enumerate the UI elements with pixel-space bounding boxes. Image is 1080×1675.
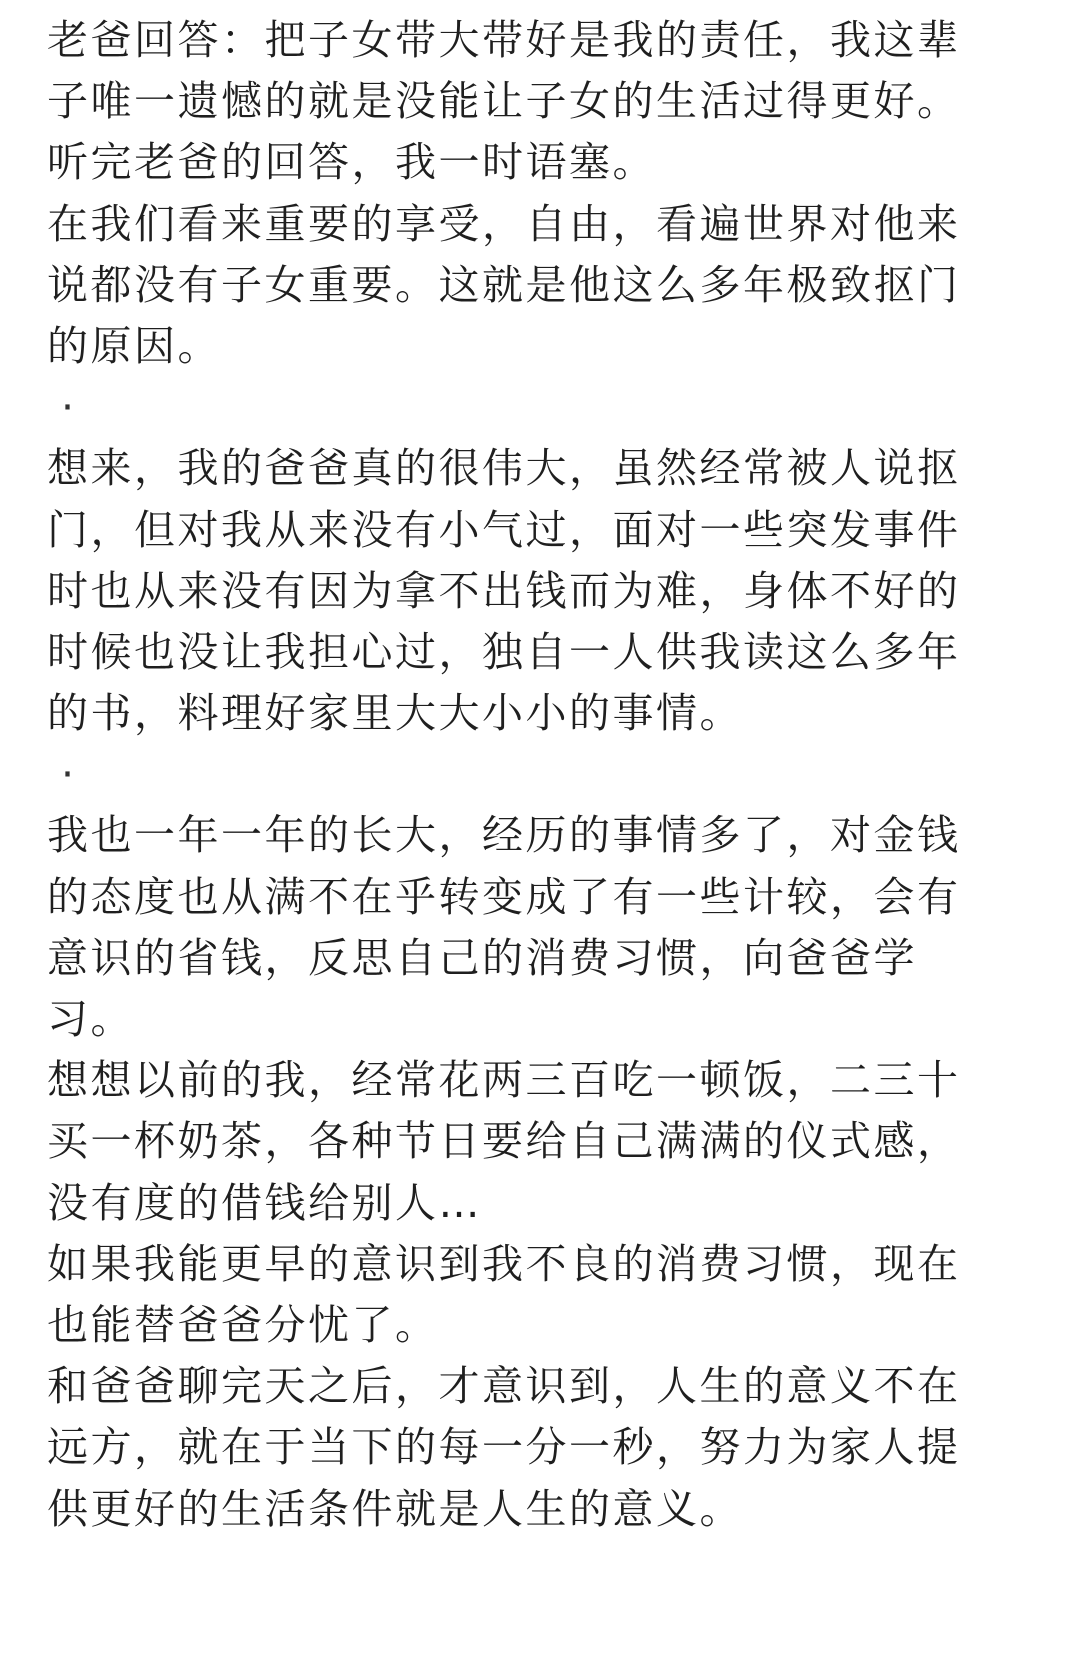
paragraph-reason <box>47 194 1047 378</box>
text-line: 没有度的借钱给别人… <box>47 1178 482 1227</box>
text-line: 子唯一遗憾的就是没能让子女的生活过得更好。 <box>47 77 961 126</box>
paragraph-regret <box>47 1234 1047 1356</box>
text-line: 时候也没让我担心过，独自一人供我读这么多年 <box>47 627 961 676</box>
text-line: 远方，就在于当下的每一分一秒，努力为家人提 <box>47 1423 961 1472</box>
text-line: 也能替爸爸分忧了。 <box>47 1300 439 1349</box>
text-line: 说都没有子女重要。这就是他这么多年极致抠门 <box>47 260 961 309</box>
paragraph-speechless <box>47 132 1047 193</box>
article-body <box>47 10 1047 1540</box>
text-line: 买一杯奶茶，各种节日要给自己满满的仪式感， <box>47 1117 961 1166</box>
dot-separator: · <box>61 383 77 432</box>
text-line: 意识的省钱，反思自己的消费习惯，向爸爸学 <box>47 933 917 982</box>
text-line: 的书，料理好家里大大小小的事情。 <box>47 689 743 738</box>
text-line: 门，但对我从来没有小气过，面对一些突发事件 <box>47 505 961 554</box>
text-line: 的原因。 <box>47 321 221 370</box>
text-line: 听完老爸的回答，我一时语塞。 <box>47 138 656 187</box>
paragraph-growing-up <box>47 805 1047 1050</box>
paragraph-dad-answer <box>47 10 1047 132</box>
text-line: 想想以前的我，经常花两三百吃一顿饭，二三十 <box>47 1056 961 1105</box>
text-line: 供更好的生活条件就是人生的意义。 <box>47 1484 743 1533</box>
text-line: 习。 <box>47 995 134 1043</box>
text-line: 如果我能更早的意识到我不良的消费习惯，现在 <box>47 1239 961 1288</box>
paragraph-past-spending <box>47 1050 1047 1234</box>
text-line: 我也一年一年的长大，经历的事情多了，对金钱 <box>47 811 961 860</box>
text-line: 老爸回答：把子女带大带好是我的责任，我这辈 <box>47 16 961 64</box>
text-line: 的态度也从满不在乎转变成了有一些计较，会有 <box>47 872 961 921</box>
text-line: 想来，我的爸爸真的很伟大，虽然经常被人说抠 <box>47 444 961 493</box>
paragraph-great-dad <box>47 438 1047 744</box>
text-line: 时也从来没有因为拿不出钱而为难，身体不好的 <box>47 566 961 615</box>
paragraph-meaning-of-life <box>47 1356 1047 1540</box>
text-line: 在我们看来重要的享受，自由，看遍世界对他来 <box>47 199 961 248</box>
text-line: 和爸爸聊完天之后，才意识到，人生的意义不在 <box>47 1362 961 1411</box>
dot-separator: · <box>61 750 77 799</box>
